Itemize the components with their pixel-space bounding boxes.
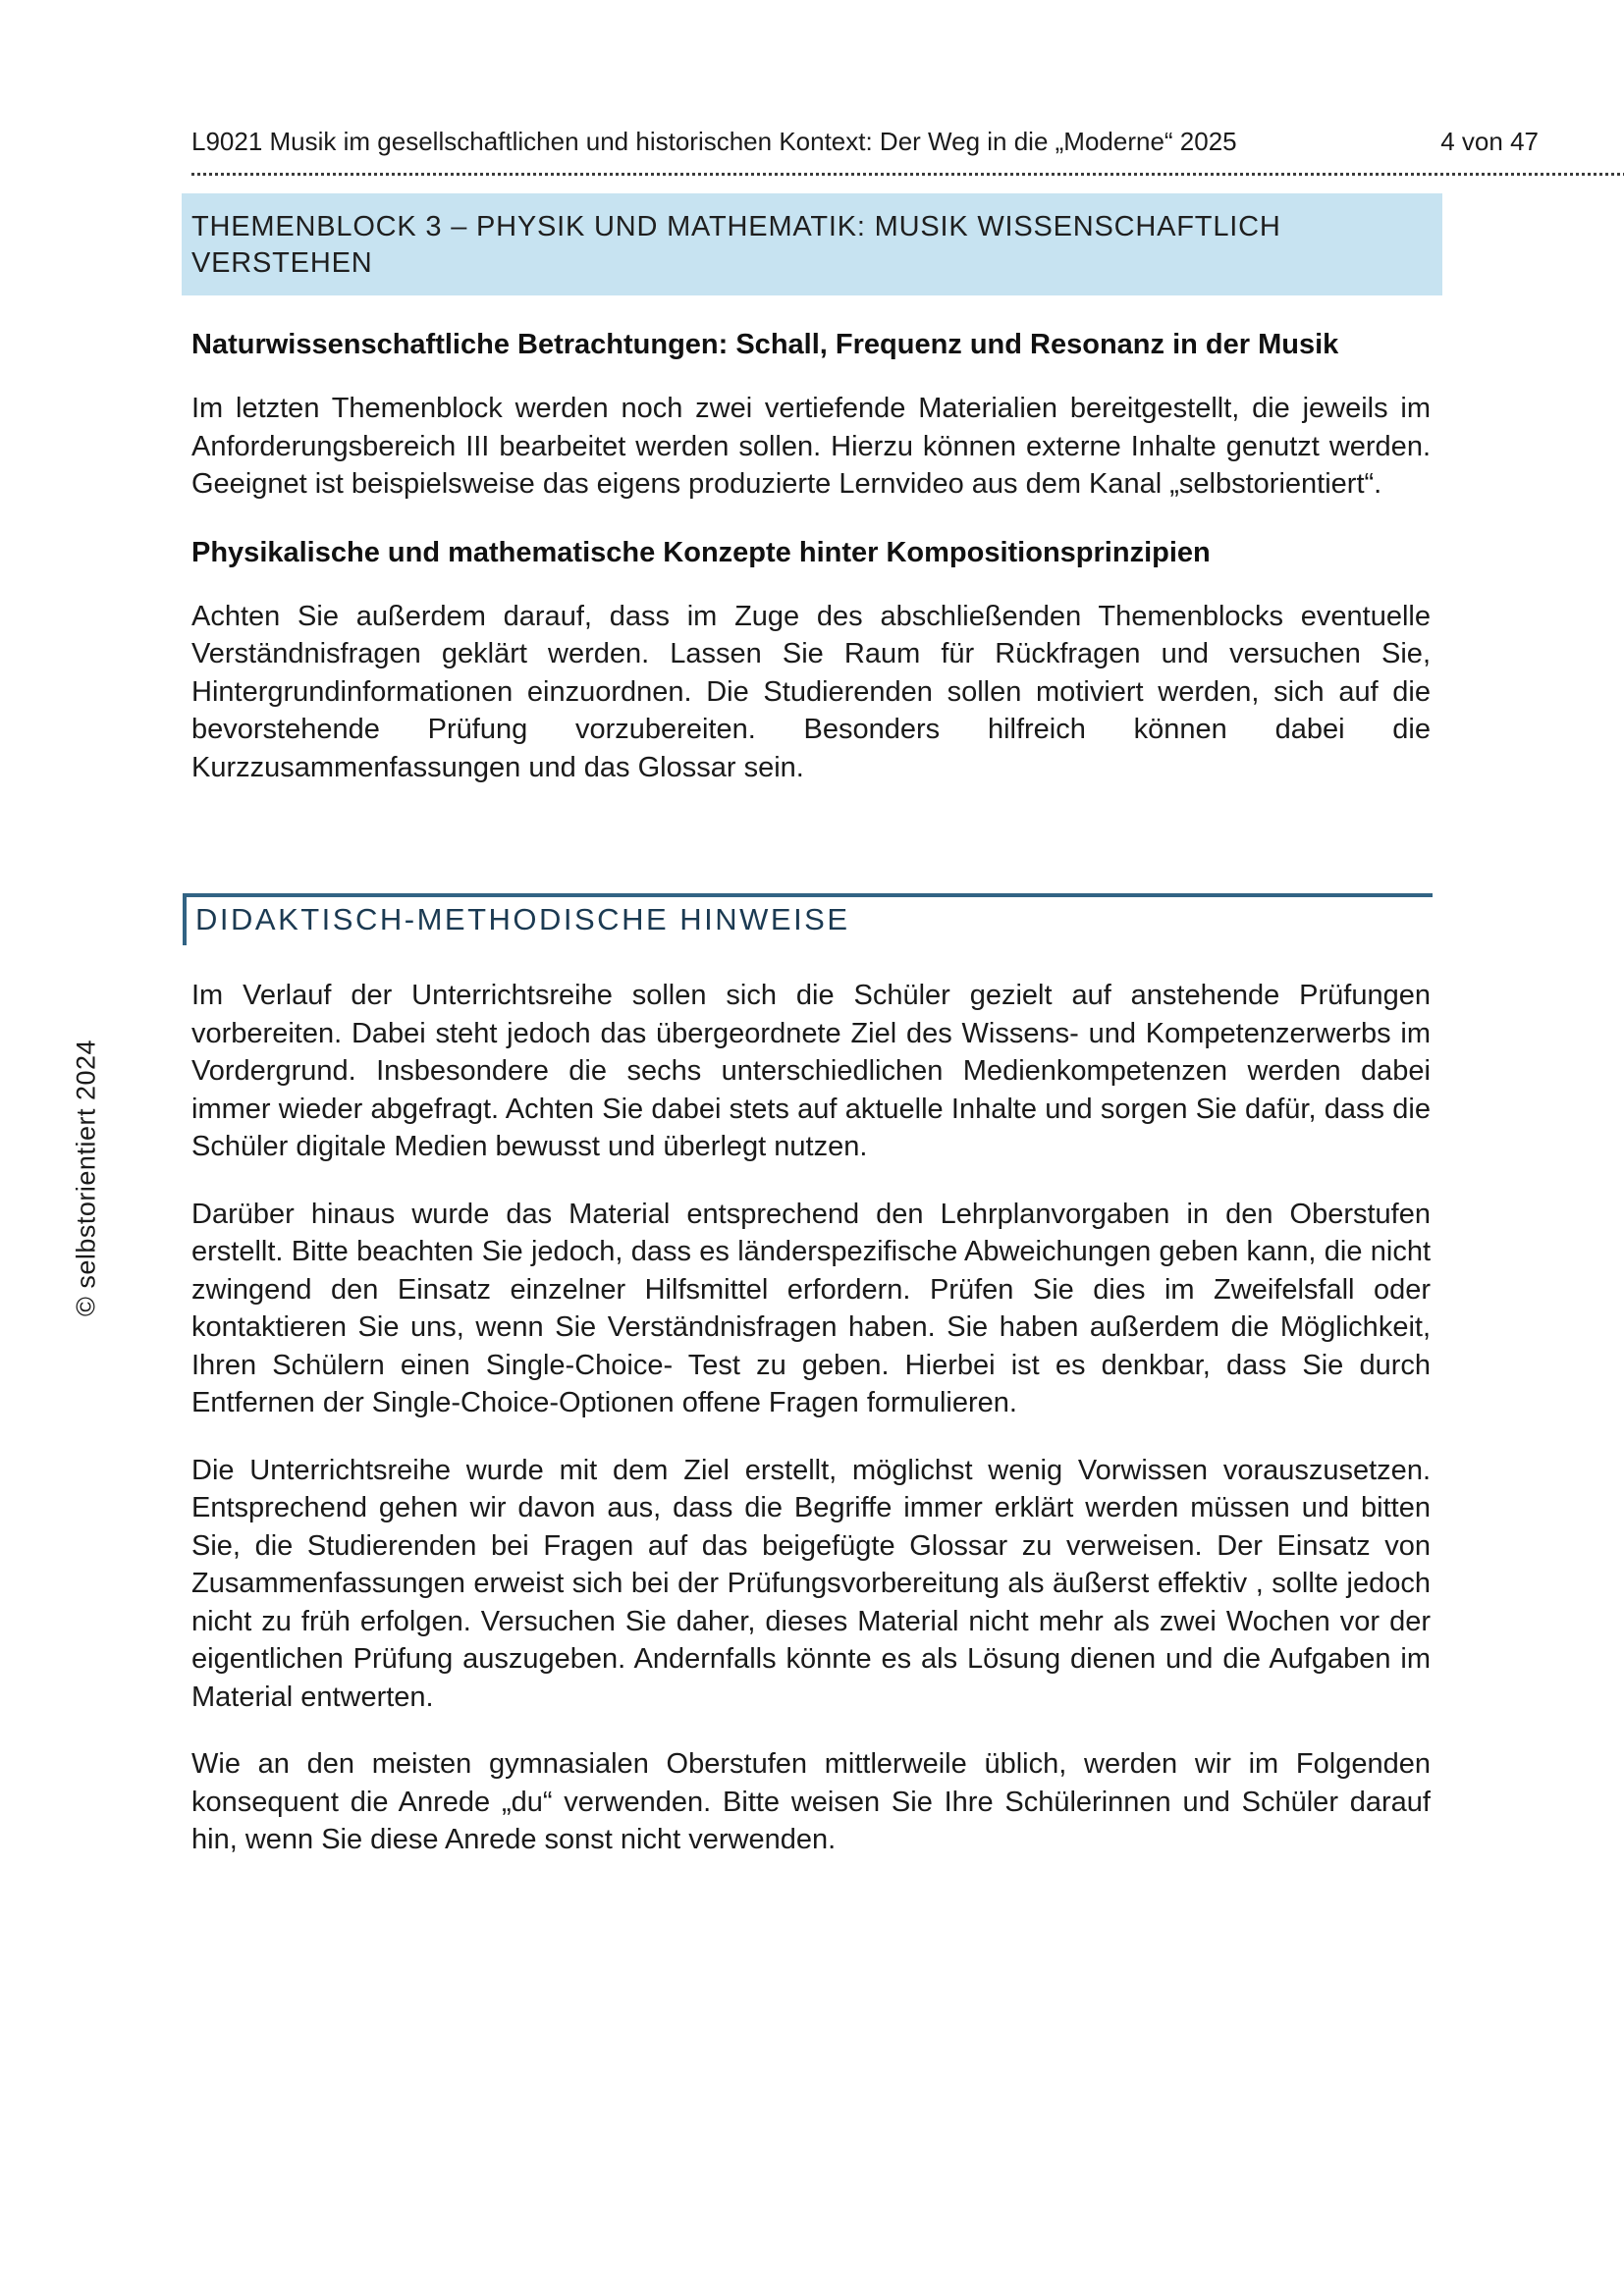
paragraph: Im Verlauf der Unterrichtsreihe sollen sich die Schüler gezielt auf anstehende Prüfungen vorbereiten. Dabei steht jedoch das übergeordnete Ziel des Wissens- und Kompetenzerwerbs im Vordergrund. Insbesondere die sechs unterschiedlichen Medienkompetenzen werden dabei immer wieder abgefragt. Achten Sie dabei stets auf aktuelle Inhalte und sorgen Sie dafür, dass die Schüler digitale Medien bewusst und überlegt nutzen.	[191, 980, 1431, 1162]
themenblock-banner	[182, 193, 1442, 295]
themenblock-title: THEMENBLOCK 3 – PHYSIK UND MATHEMATIK: MUSIK WISSENSCHAFTLICH VERSTEHEN	[191, 211, 1281, 279]
copyright-vertical-label: © selbstorientiert 2024	[71, 1039, 101, 1317]
paragraph: Darüber hinaus wurde das Material entsprechend den Lehrplanvorgaben in den Oberstufen erstellt. Bitte beachten Sie jedoch, dass es länderspezifische Abweichungen geben kann, die nicht zwingend den Einsatz einzelner Hilfsmittel erfordern. Prüfen Sie dies im Zweifelsfall oder kontaktieren Sie uns, wenn Sie Verständnisfragen haben. Sie haben außerdem die Möglichkeit, Ihren Schülern einen Single-Choice- Test zu geben. Hierbei ist es denkbar, dass Sie durch Entfernen der Single-Choice-Optionen offene Fragen formulieren.	[191, 1198, 1431, 1418]
paragraph: Die Unterrichtsreihe wurde mit dem Ziel erstellt, möglichst wenig Vorwissen vorauszusetzen. Entsprechend gehen wir davon aus, dass die Begriffe immer erklärt werden müssen und bitten Sie, die Studierenden bei Fragen auf das beigefügte Glossar zu verweisen. Der Einsatz von Zusammenfassungen erweist sich bei der Prüfungsvorbereitung als äußerst effektiv , sollte jedoch nicht zu früh erfolgen. Versuchen Sie daher, dieses Material nicht mehr als zwei Wochen vor der eigentlichen Prüfung auszugeben. Andernfalls könnte es als Lösung dienen und die Aufgaben im Material entwerten.	[191, 1454, 1431, 1713]
page-content	[191, 193, 1431, 1889]
header-page-number: 4 von 47	[1440, 127, 1539, 156]
header-document-title: L9021 Musik im gesellschaftlichen und historischen Kontext: Der Weg in die „Moderne“ 2025	[191, 127, 1237, 156]
didaktik-section	[183, 893, 1433, 1859]
paragraph: Achten Sie außerdem darauf, dass im Zuge des abschließenden Themenblocks eventuelle Verständnisfragen geklärt werden. Lassen Sie Raum für Rückfragen und versuchen Sie, Hintergrundinformationen einzuordnen. Die Studierenden sollen motiviert werden, sich auf die bevorstehende Prüfung vorzubereiten. Besonders hilfreich können dabei die Kurzzusammenfassungen und das Glossar sein.	[191, 600, 1431, 783]
paragraph: Im letzten Themenblock werden noch zwei vertiefende Materialien bereitgestellt, die jeweils im Anforderungsbereich III bearbeitet werden sollen. Hierzu können externe Inhalte genutzt werden. Geeignet ist beispielsweise das eigens produzierte Lernvideo aus dem Kanal „selbstorientiert“.	[191, 393, 1431, 500]
page-header	[191, 126, 1539, 157]
didaktik-section-heading: DIDAKTISCH-METHODISCHE HINWEISE	[183, 897, 1433, 945]
subheading-naturwissenschaftliche-betrachtungen: Naturwissenschaftliche Betrachtungen: Schall, Frequenz und Resonanz in der Musik	[191, 329, 1339, 360]
header-divider	[191, 173, 1624, 176]
subheading-physikalische-konzepte: Physikalische und mathematische Konzepte hinter Kompositionsprinzipien	[191, 536, 1211, 568]
paragraph: Wie an den meisten gymnasialen Oberstufen mittlerweile üblich, werden wir im Folgenden konsequent die Anrede „du“ verwenden. Bitte weisen Sie Ihre Schülerinnen und Schüler darauf hin, wenn Sie diese Anrede sonst nicht verwenden.	[191, 1748, 1431, 1855]
